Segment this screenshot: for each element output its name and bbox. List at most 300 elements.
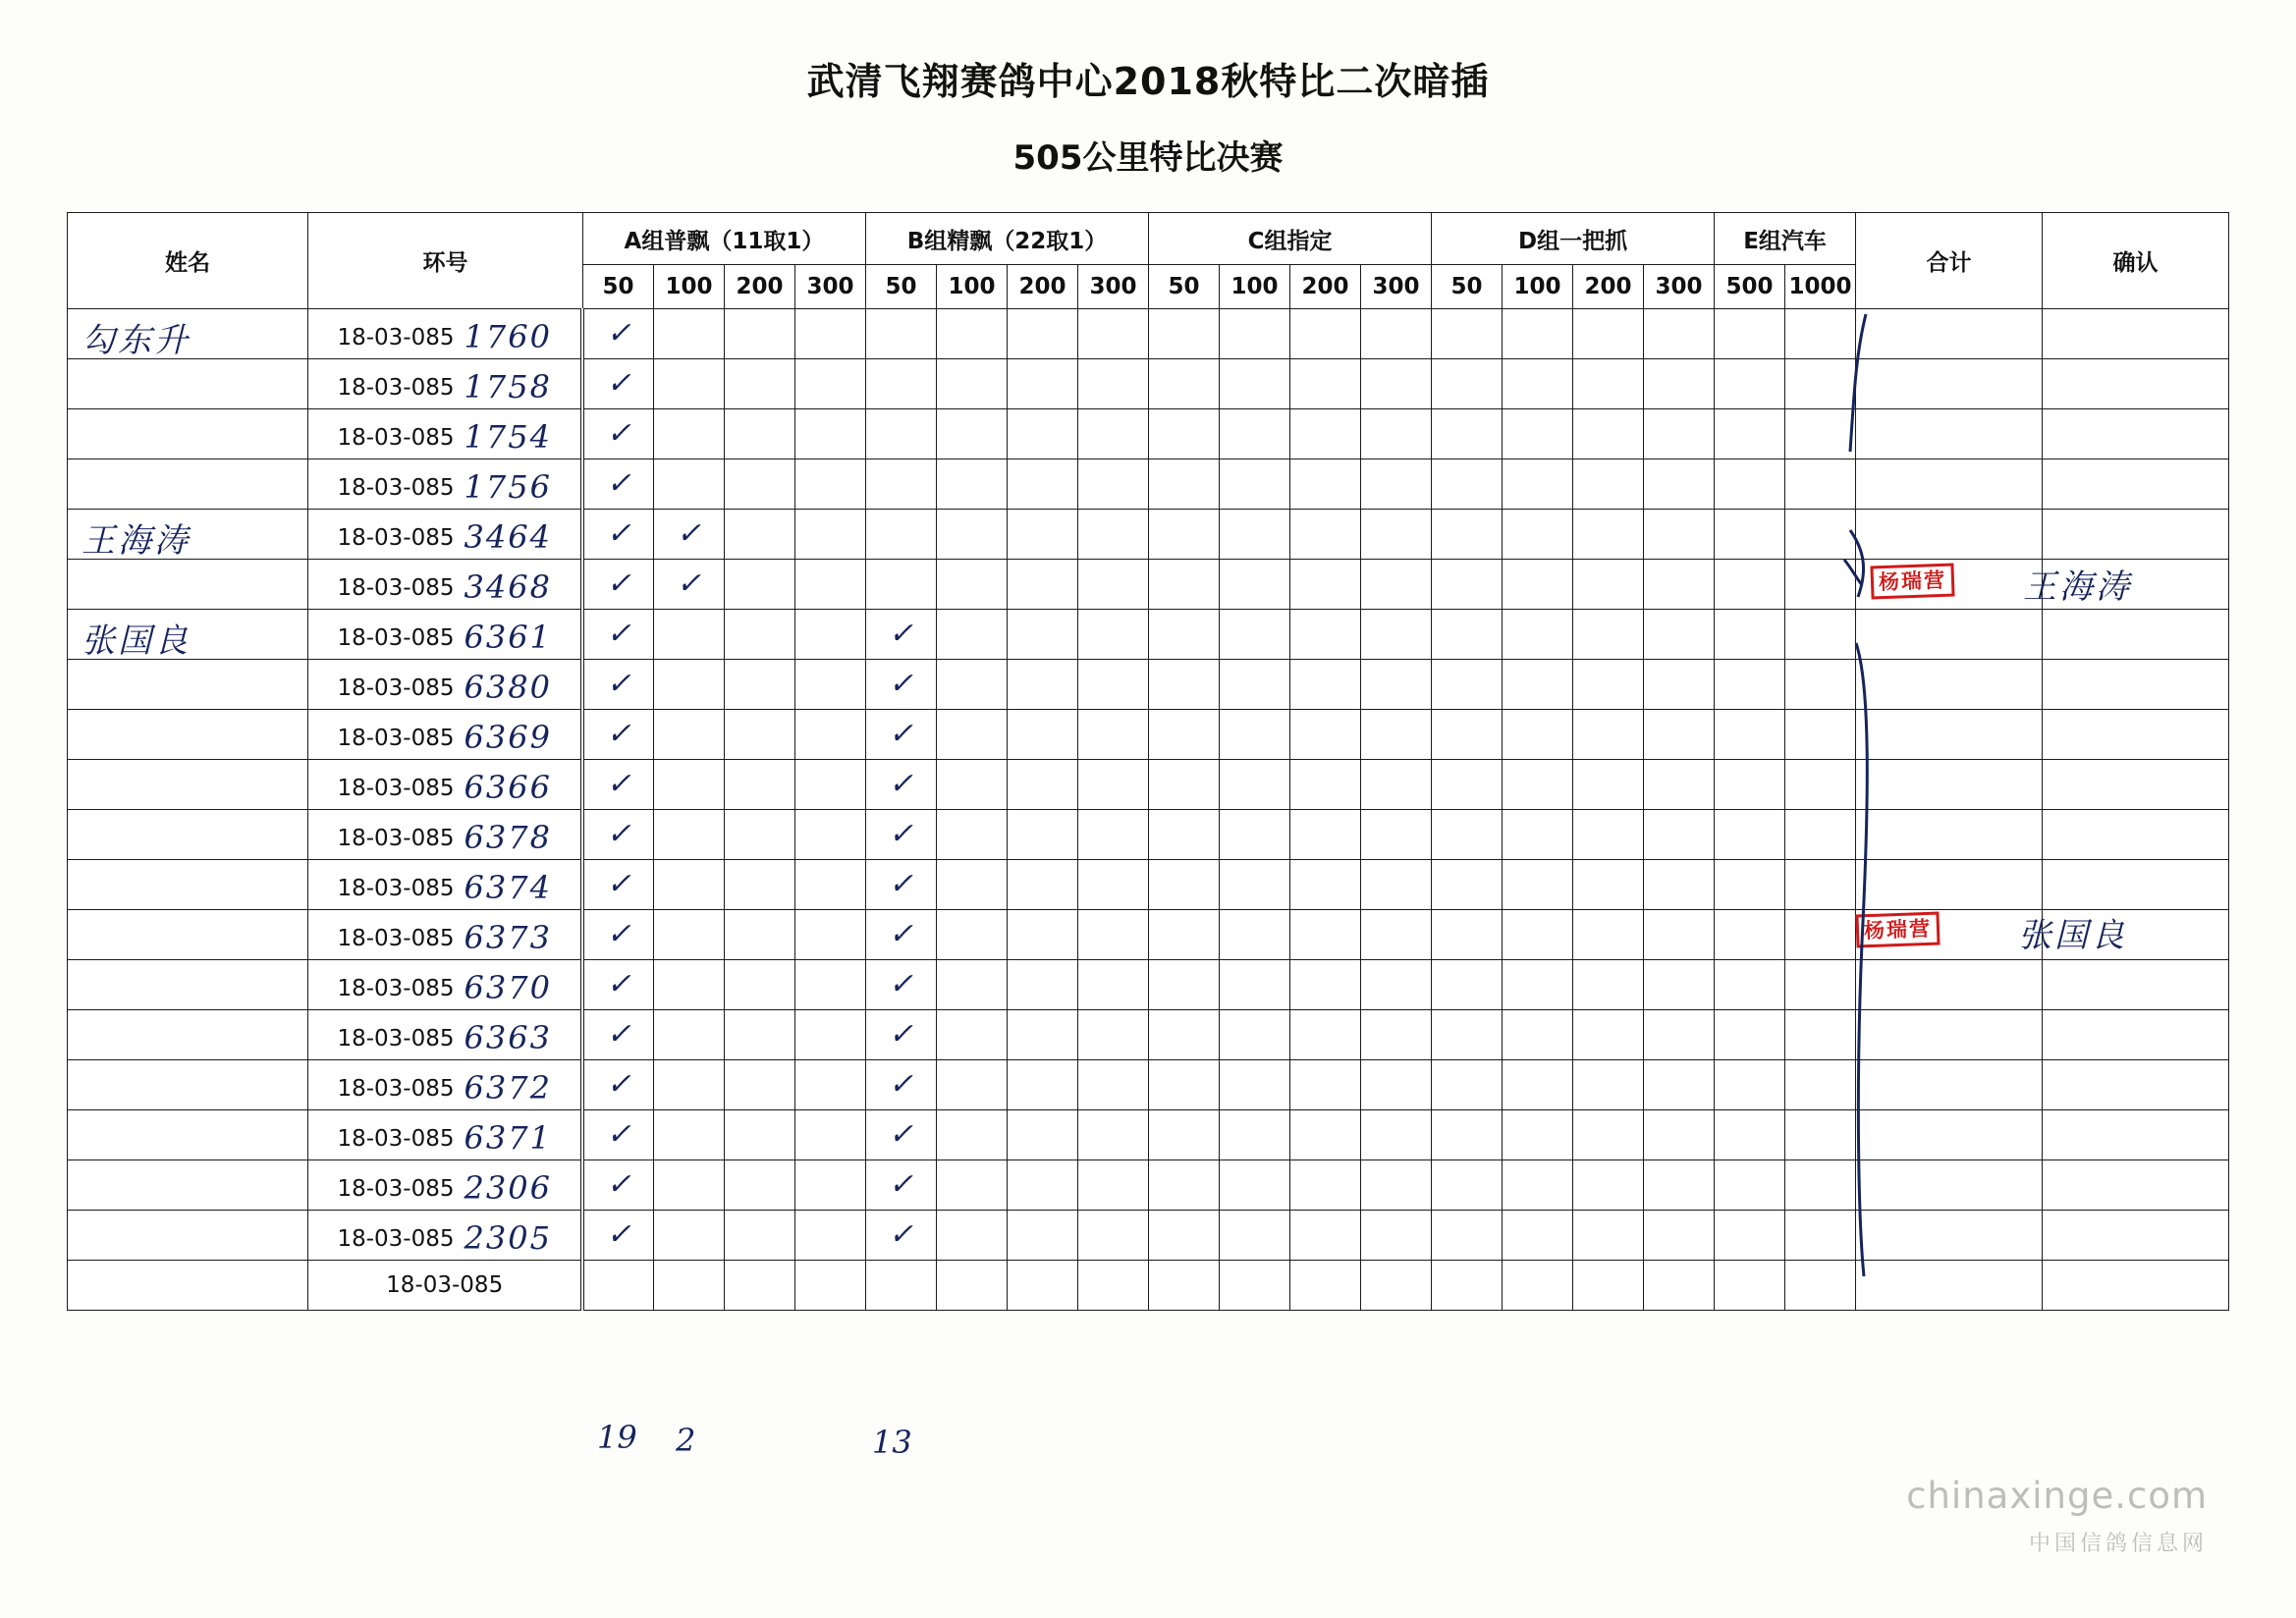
cell-a-0[interactable] — [582, 309, 653, 359]
cell-d-0[interactable] — [1432, 760, 1503, 810]
cell-c-2[interactable] — [1290, 409, 1361, 459]
cell-c-1[interactable] — [1220, 1010, 1290, 1060]
cell-c-2[interactable] — [1290, 960, 1361, 1010]
cell-e-1[interactable] — [1785, 910, 1856, 960]
cell-b-2[interactable] — [1007, 810, 1077, 860]
cell-a-2[interactable] — [724, 1110, 794, 1160]
cell-a-1[interactable] — [653, 860, 724, 910]
cell-b-1[interactable] — [936, 610, 1007, 660]
cell-d-2[interactable] — [1573, 1060, 1644, 1110]
cell-a-1[interactable] — [653, 510, 724, 560]
cell-d-3[interactable] — [1644, 510, 1715, 560]
cell-d-0[interactable] — [1432, 710, 1503, 760]
cell-b-0[interactable] — [865, 359, 936, 409]
cell-confirm[interactable] — [2043, 610, 2229, 660]
cell-c-1[interactable] — [1220, 359, 1290, 409]
cell-a-1[interactable] — [653, 309, 724, 359]
cell-confirm[interactable] — [2043, 1261, 2229, 1311]
cell-ring-number[interactable] — [307, 660, 582, 710]
cell-c-0[interactable] — [1149, 409, 1220, 459]
cell-c-2[interactable] — [1290, 510, 1361, 560]
cell-a-3[interactable] — [794, 760, 865, 810]
cell-ring-number[interactable] — [307, 560, 582, 610]
cell-b-0[interactable] — [865, 510, 936, 560]
cell-d-1[interactable] — [1503, 760, 1573, 810]
cell-b-2[interactable] — [1007, 1110, 1077, 1160]
cell-d-1[interactable] — [1503, 409, 1573, 459]
cell-e-1[interactable] — [1785, 610, 1856, 660]
cell-b-2[interactable] — [1007, 459, 1077, 510]
cell-confirm[interactable] — [2043, 560, 2229, 610]
cell-a-3[interactable] — [794, 860, 865, 910]
cell-c-0[interactable] — [1149, 960, 1220, 1010]
cell-total[interactable] — [1856, 409, 2043, 459]
cell-d-2[interactable] — [1573, 1110, 1644, 1160]
cell-d-0[interactable] — [1432, 610, 1503, 660]
cell-name[interactable] — [67, 1010, 307, 1060]
cell-c-1[interactable] — [1220, 610, 1290, 660]
cell-b-2[interactable] — [1007, 309, 1077, 359]
cell-e-0[interactable] — [1715, 459, 1785, 510]
cell-a-0[interactable] — [582, 409, 653, 459]
cell-e-0[interactable] — [1715, 810, 1785, 860]
cell-c-1[interactable] — [1220, 459, 1290, 510]
cell-b-0[interactable] — [865, 459, 936, 510]
cell-c-1[interactable] — [1220, 1060, 1290, 1110]
cell-b-2[interactable] — [1007, 660, 1077, 710]
cell-d-1[interactable] — [1503, 1211, 1573, 1261]
cell-d-1[interactable] — [1503, 560, 1573, 610]
cell-c-1[interactable] — [1220, 660, 1290, 710]
cell-e-1[interactable] — [1785, 459, 1856, 510]
cell-b-0[interactable] — [865, 660, 936, 710]
cell-d-3[interactable] — [1644, 1060, 1715, 1110]
cell-d-1[interactable] — [1503, 1060, 1573, 1110]
cell-c-2[interactable] — [1290, 710, 1361, 760]
cell-b-1[interactable] — [936, 359, 1007, 409]
cell-e-1[interactable] — [1785, 810, 1856, 860]
cell-d-2[interactable] — [1573, 860, 1644, 910]
cell-d-1[interactable] — [1503, 660, 1573, 710]
cell-ring-number[interactable] — [307, 710, 582, 760]
cell-confirm[interactable] — [2043, 810, 2229, 860]
cell-b-0[interactable] — [865, 309, 936, 359]
cell-c-3[interactable] — [1361, 1060, 1432, 1110]
cell-total[interactable] — [1856, 1060, 2043, 1110]
cell-d-3[interactable] — [1644, 1160, 1715, 1211]
cell-ring-number[interactable] — [307, 1211, 582, 1261]
cell-total[interactable] — [1856, 1110, 2043, 1160]
cell-d-0[interactable] — [1432, 810, 1503, 860]
cell-b-3[interactable] — [1077, 1211, 1148, 1261]
cell-a-2[interactable] — [724, 309, 794, 359]
cell-c-3[interactable] — [1361, 760, 1432, 810]
cell-a-0[interactable] — [582, 1110, 653, 1160]
cell-b-2[interactable] — [1007, 560, 1077, 610]
cell-e-1[interactable] — [1785, 960, 1856, 1010]
cell-b-2[interactable] — [1007, 610, 1077, 660]
cell-c-0[interactable] — [1149, 1110, 1220, 1160]
cell-total[interactable] — [1856, 1010, 2043, 1060]
cell-c-1[interactable] — [1220, 1211, 1290, 1261]
cell-a-2[interactable] — [724, 1060, 794, 1110]
cell-a-3[interactable] — [794, 1060, 865, 1110]
cell-ring-number[interactable] — [307, 1010, 582, 1060]
cell-confirm[interactable] — [2043, 710, 2229, 760]
cell-confirm[interactable] — [2043, 1211, 2229, 1261]
cell-a-3[interactable] — [794, 610, 865, 660]
cell-e-1[interactable] — [1785, 660, 1856, 710]
cell-total[interactable] — [1856, 610, 2043, 660]
cell-d-2[interactable] — [1573, 359, 1644, 409]
cell-confirm[interactable] — [2043, 1010, 2229, 1060]
cell-d-3[interactable] — [1644, 610, 1715, 660]
cell-c-0[interactable] — [1149, 660, 1220, 710]
cell-b-0[interactable] — [865, 560, 936, 610]
cell-d-3[interactable] — [1644, 359, 1715, 409]
cell-a-3[interactable] — [794, 710, 865, 760]
cell-c-3[interactable] — [1361, 960, 1432, 1010]
cell-e-1[interactable] — [1785, 510, 1856, 560]
cell-c-2[interactable] — [1290, 459, 1361, 510]
cell-d-1[interactable] — [1503, 960, 1573, 1010]
cell-e-0[interactable] — [1715, 860, 1785, 910]
cell-b-0[interactable] — [865, 409, 936, 459]
cell-b-3[interactable] — [1077, 359, 1148, 409]
cell-e-1[interactable] — [1785, 409, 1856, 459]
cell-d-2[interactable] — [1573, 910, 1644, 960]
cell-a-0[interactable] — [582, 610, 653, 660]
cell-d-3[interactable] — [1644, 1261, 1715, 1311]
cell-d-1[interactable] — [1503, 810, 1573, 860]
cell-b-3[interactable] — [1077, 610, 1148, 660]
cell-c-0[interactable] — [1149, 359, 1220, 409]
cell-e-1[interactable] — [1785, 760, 1856, 810]
cell-total[interactable] — [1856, 510, 2043, 560]
cell-e-1[interactable] — [1785, 1010, 1856, 1060]
cell-e-0[interactable] — [1715, 1110, 1785, 1160]
cell-c-3[interactable] — [1361, 1261, 1432, 1311]
cell-name[interactable] — [67, 1060, 307, 1110]
cell-b-3[interactable] — [1077, 760, 1148, 810]
cell-e-1[interactable] — [1785, 1211, 1856, 1261]
cell-ring-number[interactable] — [307, 860, 582, 910]
cell-b-1[interactable] — [936, 710, 1007, 760]
cell-b-1[interactable] — [936, 1160, 1007, 1211]
cell-b-0[interactable] — [865, 1160, 936, 1211]
cell-a-3[interactable] — [794, 660, 865, 710]
cell-d-2[interactable] — [1573, 1010, 1644, 1060]
cell-a-1[interactable] — [653, 1261, 724, 1311]
cell-a-0[interactable] — [582, 1261, 653, 1311]
cell-e-0[interactable] — [1715, 560, 1785, 610]
cell-a-2[interactable] — [724, 510, 794, 560]
cell-d-3[interactable] — [1644, 910, 1715, 960]
cell-a-2[interactable] — [724, 710, 794, 760]
cell-b-1[interactable] — [936, 660, 1007, 710]
cell-confirm[interactable] — [2043, 409, 2229, 459]
cell-name[interactable] — [67, 510, 307, 560]
cell-a-2[interactable] — [724, 459, 794, 510]
cell-d-0[interactable] — [1432, 459, 1503, 510]
cell-b-3[interactable] — [1077, 309, 1148, 359]
cell-total[interactable] — [1856, 860, 2043, 910]
cell-c-2[interactable] — [1290, 760, 1361, 810]
cell-d-3[interactable] — [1644, 760, 1715, 810]
cell-a-2[interactable] — [724, 359, 794, 409]
cell-d-3[interactable] — [1644, 860, 1715, 910]
cell-d-2[interactable] — [1573, 1261, 1644, 1311]
cell-c-2[interactable] — [1290, 560, 1361, 610]
cell-a-1[interactable] — [653, 409, 724, 459]
cell-name[interactable] — [67, 1211, 307, 1261]
cell-a-0[interactable] — [582, 960, 653, 1010]
cell-a-3[interactable] — [794, 560, 865, 610]
cell-b-2[interactable] — [1007, 1211, 1077, 1261]
cell-c-3[interactable] — [1361, 660, 1432, 710]
cell-c-2[interactable] — [1290, 1160, 1361, 1211]
cell-confirm[interactable] — [2043, 960, 2229, 1010]
cell-a-1[interactable] — [653, 359, 724, 409]
cell-b-3[interactable] — [1077, 710, 1148, 760]
cell-d-3[interactable] — [1644, 710, 1715, 760]
cell-c-2[interactable] — [1290, 860, 1361, 910]
cell-b-2[interactable] — [1007, 1010, 1077, 1060]
cell-c-2[interactable] — [1290, 359, 1361, 409]
cell-a-0[interactable] — [582, 1060, 653, 1110]
cell-a-3[interactable] — [794, 1160, 865, 1211]
cell-e-0[interactable] — [1715, 960, 1785, 1010]
cell-a-1[interactable] — [653, 760, 724, 810]
cell-b-2[interactable] — [1007, 1261, 1077, 1311]
cell-d-3[interactable] — [1644, 810, 1715, 860]
cell-a-2[interactable] — [724, 910, 794, 960]
cell-d-1[interactable] — [1503, 1160, 1573, 1211]
cell-c-3[interactable] — [1361, 510, 1432, 560]
cell-total[interactable] — [1856, 910, 2043, 960]
cell-a-2[interactable] — [724, 1160, 794, 1211]
cell-a-3[interactable] — [794, 359, 865, 409]
cell-b-3[interactable] — [1077, 409, 1148, 459]
cell-b-0[interactable] — [865, 1110, 936, 1160]
cell-b-1[interactable] — [936, 810, 1007, 860]
cell-c-2[interactable] — [1290, 1211, 1361, 1261]
cell-d-0[interactable] — [1432, 1211, 1503, 1261]
cell-d-3[interactable] — [1644, 660, 1715, 710]
cell-total[interactable] — [1856, 760, 2043, 810]
cell-d-2[interactable] — [1573, 660, 1644, 710]
cell-c-0[interactable] — [1149, 610, 1220, 660]
cell-confirm[interactable] — [2043, 860, 2229, 910]
cell-b-2[interactable] — [1007, 960, 1077, 1010]
cell-total[interactable] — [1856, 660, 2043, 710]
cell-d-0[interactable] — [1432, 510, 1503, 560]
cell-e-0[interactable] — [1715, 1160, 1785, 1211]
cell-d-2[interactable] — [1573, 409, 1644, 459]
cell-d-0[interactable] — [1432, 960, 1503, 1010]
cell-b-0[interactable] — [865, 1211, 936, 1261]
cell-d-3[interactable] — [1644, 459, 1715, 510]
cell-d-3[interactable] — [1644, 560, 1715, 610]
cell-a-1[interactable] — [653, 960, 724, 1010]
cell-b-0[interactable] — [865, 1261, 936, 1311]
cell-a-2[interactable] — [724, 760, 794, 810]
cell-ring-number[interactable] — [307, 1261, 582, 1311]
cell-a-0[interactable] — [582, 1010, 653, 1060]
cell-b-3[interactable] — [1077, 660, 1148, 710]
cell-b-2[interactable] — [1007, 1160, 1077, 1211]
cell-c-3[interactable] — [1361, 1010, 1432, 1060]
cell-c-2[interactable] — [1290, 910, 1361, 960]
cell-b-3[interactable] — [1077, 860, 1148, 910]
cell-d-1[interactable] — [1503, 359, 1573, 409]
cell-a-3[interactable] — [794, 910, 865, 960]
cell-b-2[interactable] — [1007, 359, 1077, 409]
cell-total[interactable] — [1856, 1261, 2043, 1311]
cell-d-2[interactable] — [1573, 710, 1644, 760]
cell-c-0[interactable] — [1149, 1261, 1220, 1311]
cell-c-1[interactable] — [1220, 710, 1290, 760]
cell-ring-number[interactable] — [307, 459, 582, 510]
cell-confirm[interactable] — [2043, 1110, 2229, 1160]
cell-c-0[interactable] — [1149, 810, 1220, 860]
cell-b-1[interactable] — [936, 910, 1007, 960]
cell-d-2[interactable] — [1573, 760, 1644, 810]
cell-confirm[interactable] — [2043, 1060, 2229, 1110]
cell-a-3[interactable] — [794, 1010, 865, 1060]
cell-name[interactable] — [67, 810, 307, 860]
cell-confirm[interactable] — [2043, 309, 2229, 359]
cell-c-3[interactable] — [1361, 459, 1432, 510]
cell-c-1[interactable] — [1220, 560, 1290, 610]
cell-c-0[interactable] — [1149, 1211, 1220, 1261]
cell-a-0[interactable] — [582, 860, 653, 910]
cell-d-1[interactable] — [1503, 860, 1573, 910]
cell-b-3[interactable] — [1077, 1261, 1148, 1311]
cell-e-1[interactable] — [1785, 560, 1856, 610]
cell-a-3[interactable] — [794, 1211, 865, 1261]
cell-c-1[interactable] — [1220, 1160, 1290, 1211]
cell-c-0[interactable] — [1149, 510, 1220, 560]
cell-name[interactable] — [67, 1110, 307, 1160]
cell-a-3[interactable] — [794, 510, 865, 560]
cell-c-3[interactable] — [1361, 1160, 1432, 1211]
cell-c-3[interactable] — [1361, 610, 1432, 660]
cell-c-0[interactable] — [1149, 459, 1220, 510]
cell-e-1[interactable] — [1785, 1060, 1856, 1110]
cell-d-0[interactable] — [1432, 409, 1503, 459]
cell-ring-number[interactable] — [307, 1160, 582, 1211]
cell-b-1[interactable] — [936, 510, 1007, 560]
cell-b-1[interactable] — [936, 1010, 1007, 1060]
cell-confirm[interactable] — [2043, 359, 2229, 409]
cell-confirm[interactable] — [2043, 459, 2229, 510]
cell-name[interactable] — [67, 860, 307, 910]
cell-d-1[interactable] — [1503, 510, 1573, 560]
cell-name[interactable] — [67, 610, 307, 660]
cell-total[interactable] — [1856, 710, 2043, 760]
cell-d-0[interactable] — [1432, 1261, 1503, 1311]
cell-e-1[interactable] — [1785, 1261, 1856, 1311]
cell-a-0[interactable] — [582, 910, 653, 960]
cell-c-0[interactable] — [1149, 1010, 1220, 1060]
cell-b-3[interactable] — [1077, 960, 1148, 1010]
cell-e-0[interactable] — [1715, 309, 1785, 359]
cell-b-0[interactable] — [865, 910, 936, 960]
cell-confirm[interactable] — [2043, 660, 2229, 710]
cell-a-0[interactable] — [582, 710, 653, 760]
cell-e-0[interactable] — [1715, 1211, 1785, 1261]
cell-c-1[interactable] — [1220, 860, 1290, 910]
cell-total[interactable] — [1856, 459, 2043, 510]
cell-c-1[interactable] — [1220, 960, 1290, 1010]
cell-name[interactable] — [67, 710, 307, 760]
cell-d-3[interactable] — [1644, 409, 1715, 459]
cell-c-3[interactable] — [1361, 359, 1432, 409]
cell-c-0[interactable] — [1149, 910, 1220, 960]
cell-d-0[interactable] — [1432, 309, 1503, 359]
cell-e-1[interactable] — [1785, 860, 1856, 910]
cell-c-2[interactable] — [1290, 660, 1361, 710]
cell-a-0[interactable] — [582, 459, 653, 510]
cell-e-0[interactable] — [1715, 510, 1785, 560]
cell-e-0[interactable] — [1715, 610, 1785, 660]
cell-d-0[interactable] — [1432, 1110, 1503, 1160]
cell-c-3[interactable] — [1361, 710, 1432, 760]
cell-b-1[interactable] — [936, 1261, 1007, 1311]
cell-c-0[interactable] — [1149, 309, 1220, 359]
cell-b-1[interactable] — [936, 309, 1007, 359]
cell-c-3[interactable] — [1361, 1110, 1432, 1160]
cell-b-2[interactable] — [1007, 860, 1077, 910]
cell-d-0[interactable] — [1432, 660, 1503, 710]
cell-d-2[interactable] — [1573, 960, 1644, 1010]
cell-d-0[interactable] — [1432, 1010, 1503, 1060]
cell-e-1[interactable] — [1785, 710, 1856, 760]
cell-name[interactable] — [67, 409, 307, 459]
cell-b-0[interactable] — [865, 1010, 936, 1060]
cell-ring-number[interactable] — [307, 610, 582, 660]
cell-c-3[interactable] — [1361, 309, 1432, 359]
cell-e-1[interactable] — [1785, 359, 1856, 409]
cell-name[interactable] — [67, 309, 307, 359]
cell-b-1[interactable] — [936, 1110, 1007, 1160]
cell-a-3[interactable] — [794, 810, 865, 860]
cell-a-3[interactable] — [794, 459, 865, 510]
cell-d-3[interactable] — [1644, 1010, 1715, 1060]
cell-c-1[interactable] — [1220, 510, 1290, 560]
cell-d-3[interactable] — [1644, 960, 1715, 1010]
cell-a-2[interactable] — [724, 810, 794, 860]
cell-b-1[interactable] — [936, 459, 1007, 510]
cell-b-1[interactable] — [936, 1060, 1007, 1110]
cell-name[interactable] — [67, 1261, 307, 1311]
cell-d-2[interactable] — [1573, 309, 1644, 359]
cell-a-2[interactable] — [724, 1261, 794, 1311]
cell-name[interactable] — [67, 1160, 307, 1211]
cell-d-0[interactable] — [1432, 910, 1503, 960]
cell-c-2[interactable] — [1290, 1261, 1361, 1311]
cell-b-0[interactable] — [865, 960, 936, 1010]
cell-e-1[interactable] — [1785, 309, 1856, 359]
cell-d-0[interactable] — [1432, 1060, 1503, 1110]
cell-e-0[interactable] — [1715, 1261, 1785, 1311]
cell-ring-number[interactable] — [307, 309, 582, 359]
cell-a-1[interactable] — [653, 1160, 724, 1211]
cell-b-0[interactable] — [865, 810, 936, 860]
cell-b-3[interactable] — [1077, 459, 1148, 510]
cell-c-0[interactable] — [1149, 860, 1220, 910]
